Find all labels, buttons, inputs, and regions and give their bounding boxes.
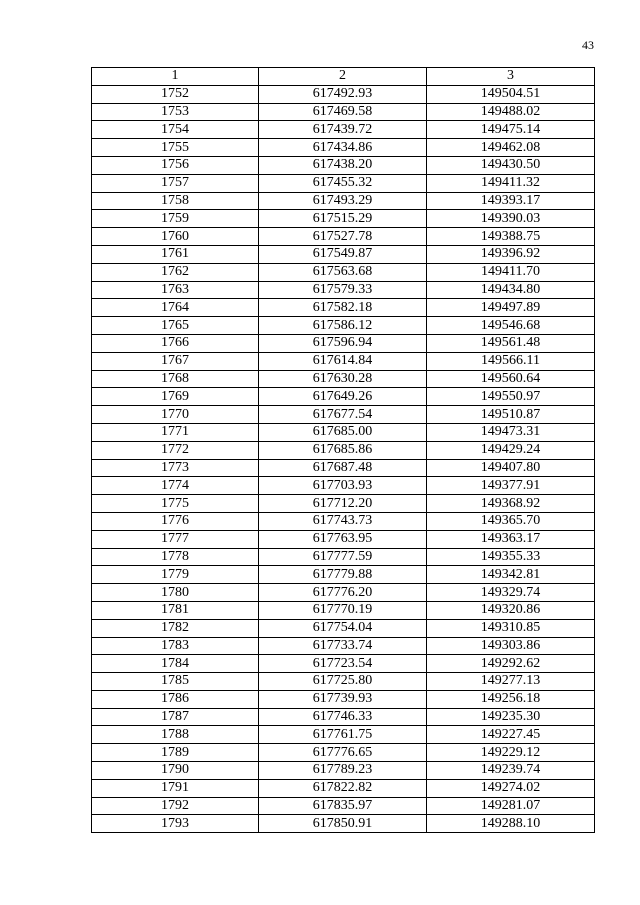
- point-number-cell: 1790: [92, 762, 259, 780]
- x-coordinate-cell: 617515.29: [259, 210, 427, 228]
- y-coordinate-cell: 149368.92: [427, 495, 595, 513]
- y-coordinate-cell: 149475.14: [427, 121, 595, 139]
- table-row: [92, 548, 595, 566]
- y-coordinate-cell: 149320.86: [427, 601, 595, 619]
- column-header-2: 2: [259, 68, 427, 86]
- table-body: [92, 85, 595, 832]
- y-coordinate-cell: 149546.68: [427, 317, 595, 335]
- x-coordinate-cell: 617725.80: [259, 673, 427, 691]
- table-row: [92, 210, 595, 228]
- y-coordinate-cell: 149355.33: [427, 548, 595, 566]
- point-number-cell: 1761: [92, 245, 259, 263]
- x-coordinate-cell: 617579.33: [259, 281, 427, 299]
- x-coordinate-cell: 617434.86: [259, 139, 427, 157]
- x-coordinate-cell: 617733.74: [259, 637, 427, 655]
- table-row: [92, 744, 595, 762]
- x-coordinate-cell: 617770.19: [259, 601, 427, 619]
- point-number-cell: 1755: [92, 139, 259, 157]
- table-row: [92, 317, 595, 335]
- table-row: [92, 245, 595, 263]
- point-number-cell: 1777: [92, 530, 259, 548]
- y-coordinate-cell: 149256.18: [427, 690, 595, 708]
- table-row: [92, 139, 595, 157]
- x-coordinate-cell: 617549.87: [259, 245, 427, 263]
- table-row: [92, 192, 595, 210]
- table-row: [92, 619, 595, 637]
- y-coordinate-cell: 149227.45: [427, 726, 595, 744]
- x-coordinate-cell: 617586.12: [259, 317, 427, 335]
- table-row: [92, 334, 595, 352]
- table-row: [92, 673, 595, 691]
- y-coordinate-cell: 149310.85: [427, 619, 595, 637]
- point-number-cell: 1772: [92, 441, 259, 459]
- x-coordinate-cell: 617746.33: [259, 708, 427, 726]
- table-row: [92, 441, 595, 459]
- table-row: [92, 762, 595, 780]
- table-row: [92, 388, 595, 406]
- table-row: [92, 530, 595, 548]
- x-coordinate-cell: 617754.04: [259, 619, 427, 637]
- y-coordinate-cell: 149473.31: [427, 423, 595, 441]
- point-number-cell: 1758: [92, 192, 259, 210]
- table-row: [92, 655, 595, 673]
- x-coordinate-cell: 617527.78: [259, 228, 427, 246]
- table-row: [92, 477, 595, 495]
- x-coordinate-cell: 617492.93: [259, 85, 427, 103]
- column-header-1: 1: [92, 68, 259, 86]
- table-row: [92, 690, 595, 708]
- y-coordinate-cell: 149363.17: [427, 530, 595, 548]
- point-number-cell: 1765: [92, 317, 259, 335]
- y-coordinate-cell: 149411.70: [427, 263, 595, 281]
- y-coordinate-cell: 149411.32: [427, 174, 595, 192]
- x-coordinate-cell: 617776.20: [259, 584, 427, 602]
- point-number-cell: 1778: [92, 548, 259, 566]
- point-number-cell: 1779: [92, 566, 259, 584]
- table-row: [92, 779, 595, 797]
- y-coordinate-cell: 149488.02: [427, 103, 595, 121]
- table-row: [92, 263, 595, 281]
- point-number-cell: 1793: [92, 815, 259, 833]
- point-number-cell: 1780: [92, 584, 259, 602]
- y-coordinate-cell: 149239.74: [427, 762, 595, 780]
- y-coordinate-cell: 149393.17: [427, 192, 595, 210]
- point-number-cell: 1787: [92, 708, 259, 726]
- point-number-cell: 1759: [92, 210, 259, 228]
- x-coordinate-cell: 617776.65: [259, 744, 427, 762]
- point-number-cell: 1789: [92, 744, 259, 762]
- x-coordinate-cell: 617563.68: [259, 263, 427, 281]
- y-coordinate-cell: 149561.48: [427, 334, 595, 352]
- x-coordinate-cell: 617677.54: [259, 406, 427, 424]
- x-coordinate-cell: 617582.18: [259, 299, 427, 317]
- y-coordinate-cell: 149365.70: [427, 512, 595, 530]
- point-number-cell: 1776: [92, 512, 259, 530]
- table-row: [92, 423, 595, 441]
- y-coordinate-cell: 149229.12: [427, 744, 595, 762]
- y-coordinate-cell: 149388.75: [427, 228, 595, 246]
- point-number-cell: 1763: [92, 281, 259, 299]
- x-coordinate-cell: 617712.20: [259, 495, 427, 513]
- point-number-cell: 1773: [92, 459, 259, 477]
- point-number-cell: 1760: [92, 228, 259, 246]
- y-coordinate-cell: 149281.07: [427, 797, 595, 815]
- point-number-cell: 1756: [92, 156, 259, 174]
- table-row: [92, 121, 595, 139]
- y-coordinate-cell: 149235.30: [427, 708, 595, 726]
- y-coordinate-cell: 149329.74: [427, 584, 595, 602]
- point-number-cell: 1786: [92, 690, 259, 708]
- point-number-cell: 1783: [92, 637, 259, 655]
- x-coordinate-cell: 617850.91: [259, 815, 427, 833]
- x-coordinate-cell: 617493.29: [259, 192, 427, 210]
- point-number-cell: 1774: [92, 477, 259, 495]
- point-number-cell: 1771: [92, 423, 259, 441]
- table-row: [92, 637, 595, 655]
- y-coordinate-cell: 149390.03: [427, 210, 595, 228]
- column-header-3: 3: [427, 68, 595, 86]
- y-coordinate-cell: 149303.86: [427, 637, 595, 655]
- x-coordinate-cell: 617835.97: [259, 797, 427, 815]
- point-number-cell: 1764: [92, 299, 259, 317]
- table-row: [92, 299, 595, 317]
- point-number-cell: 1775: [92, 495, 259, 513]
- table-row: [92, 352, 595, 370]
- point-number-cell: 1770: [92, 406, 259, 424]
- x-coordinate-cell: 617438.20: [259, 156, 427, 174]
- y-coordinate-cell: 149462.08: [427, 139, 595, 157]
- y-coordinate-cell: 149396.92: [427, 245, 595, 263]
- point-number-cell: 1768: [92, 370, 259, 388]
- table-row: [92, 174, 595, 192]
- x-coordinate-cell: 617469.58: [259, 103, 427, 121]
- y-coordinate-cell: 149429.24: [427, 441, 595, 459]
- y-coordinate-cell: 149277.13: [427, 673, 595, 691]
- point-number-cell: 1767: [92, 352, 259, 370]
- x-coordinate-cell: 617685.86: [259, 441, 427, 459]
- x-coordinate-cell: 617761.75: [259, 726, 427, 744]
- point-number-cell: 1791: [92, 779, 259, 797]
- x-coordinate-cell: 617763.95: [259, 530, 427, 548]
- table-row: [92, 512, 595, 530]
- x-coordinate-cell: 617777.59: [259, 548, 427, 566]
- x-coordinate-cell: 617649.26: [259, 388, 427, 406]
- y-coordinate-cell: 149377.91: [427, 477, 595, 495]
- point-number-cell: 1784: [92, 655, 259, 673]
- x-coordinate-cell: 617779.88: [259, 566, 427, 584]
- y-coordinate-cell: 149497.89: [427, 299, 595, 317]
- y-coordinate-cell: 149274.02: [427, 779, 595, 797]
- header-row: [92, 68, 595, 86]
- y-coordinate-cell: 149550.97: [427, 388, 595, 406]
- point-number-cell: 1766: [92, 334, 259, 352]
- point-number-cell: 1769: [92, 388, 259, 406]
- table-row: [92, 103, 595, 121]
- y-coordinate-cell: 149292.62: [427, 655, 595, 673]
- x-coordinate-cell: 617723.54: [259, 655, 427, 673]
- point-number-cell: 1754: [92, 121, 259, 139]
- x-coordinate-cell: 617596.94: [259, 334, 427, 352]
- table-row: [92, 156, 595, 174]
- x-coordinate-cell: 617455.32: [259, 174, 427, 192]
- y-coordinate-cell: 149430.50: [427, 156, 595, 174]
- x-coordinate-cell: 617439.72: [259, 121, 427, 139]
- y-coordinate-cell: 149407.80: [427, 459, 595, 477]
- table-row: [92, 459, 595, 477]
- table-row: [92, 815, 595, 833]
- point-number-cell: 1788: [92, 726, 259, 744]
- table-row: [92, 797, 595, 815]
- x-coordinate-cell: 617739.93: [259, 690, 427, 708]
- x-coordinate-cell: 617789.23: [259, 762, 427, 780]
- table-row: [92, 495, 595, 513]
- point-number-cell: 1753: [92, 103, 259, 121]
- table-row: [92, 584, 595, 602]
- y-coordinate-cell: 149504.51: [427, 85, 595, 103]
- table-row: [92, 228, 595, 246]
- x-coordinate-cell: 617685.00: [259, 423, 427, 441]
- table-row: [92, 566, 595, 584]
- x-coordinate-cell: 617822.82: [259, 779, 427, 797]
- y-coordinate-cell: 149510.87: [427, 406, 595, 424]
- x-coordinate-cell: 617630.28: [259, 370, 427, 388]
- y-coordinate-cell: 149560.64: [427, 370, 595, 388]
- table-row: [92, 370, 595, 388]
- point-number-cell: 1792: [92, 797, 259, 815]
- page-number: 43: [582, 38, 594, 52]
- x-coordinate-cell: 617687.48: [259, 459, 427, 477]
- x-coordinate-cell: 617614.84: [259, 352, 427, 370]
- point-number-cell: 1752: [92, 85, 259, 103]
- x-coordinate-cell: 617743.73: [259, 512, 427, 530]
- table-row: [92, 281, 595, 299]
- table-row: [92, 726, 595, 744]
- y-coordinate-cell: 149434.80: [427, 281, 595, 299]
- coordinates-table: [91, 67, 595, 833]
- table-header: [92, 68, 595, 86]
- y-coordinate-cell: 149288.10: [427, 815, 595, 833]
- x-coordinate-cell: 617703.93: [259, 477, 427, 495]
- point-number-cell: 1781: [92, 601, 259, 619]
- table-row: [92, 85, 595, 103]
- table-row: [92, 601, 595, 619]
- point-number-cell: 1757: [92, 174, 259, 192]
- y-coordinate-cell: 149566.11: [427, 352, 595, 370]
- table-row: [92, 708, 595, 726]
- table-row: [92, 406, 595, 424]
- y-coordinate-cell: 149342.81: [427, 566, 595, 584]
- point-number-cell: 1785: [92, 673, 259, 691]
- point-number-cell: 1782: [92, 619, 259, 637]
- point-number-cell: 1762: [92, 263, 259, 281]
